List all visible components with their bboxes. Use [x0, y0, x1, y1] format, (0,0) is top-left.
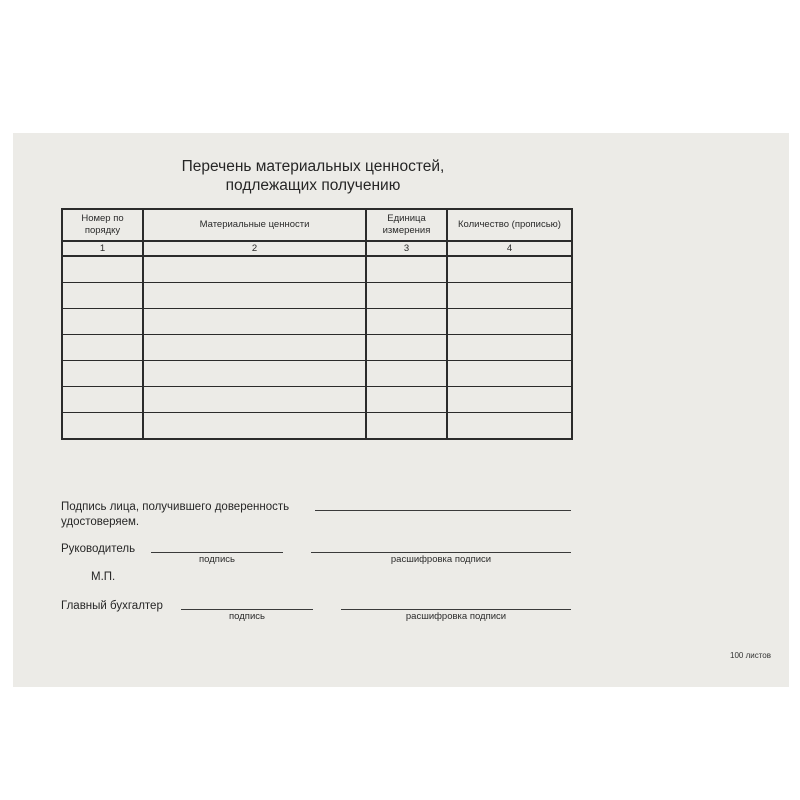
column-number-1: 1	[62, 241, 143, 256]
table-cell[interactable]	[366, 256, 447, 283]
table-cell[interactable]	[143, 256, 366, 283]
table-cell[interactable]	[62, 309, 143, 335]
accountant-signature-caption: подпись	[229, 611, 265, 622]
accountant-decoding-field[interactable]	[341, 609, 571, 610]
table-cell[interactable]	[143, 335, 366, 361]
director-signature-caption: подпись	[199, 554, 235, 565]
table-cell[interactable]	[447, 256, 572, 283]
table-cell[interactable]	[447, 309, 572, 335]
table-cell[interactable]	[143, 283, 366, 309]
table-cell[interactable]	[366, 283, 447, 309]
recipient-signature-field[interactable]	[315, 510, 571, 511]
stamp-label: М.П.	[91, 571, 116, 583]
column-number-row	[62, 241, 572, 256]
table-cell[interactable]	[143, 309, 366, 335]
form-sheet	[13, 133, 789, 687]
recipient-signature-label	[61, 500, 289, 530]
sheet-count: 100 листов	[730, 651, 771, 660]
table-row	[62, 335, 572, 361]
table-cell[interactable]	[366, 309, 447, 335]
table-cell[interactable]	[143, 387, 366, 413]
director-label: Руководитель	[61, 543, 136, 555]
table-row	[62, 309, 572, 335]
table-cell[interactable]	[143, 413, 366, 440]
form-title-line-2: подлежащих получению	[225, 177, 401, 194]
table-header-row	[62, 209, 572, 241]
table-cell[interactable]	[366, 361, 447, 387]
table-cell[interactable]	[447, 413, 572, 440]
table-cell[interactable]	[62, 283, 143, 309]
table-cell[interactable]	[62, 413, 143, 440]
table-cell[interactable]	[447, 335, 572, 361]
form-title-line-1: Перечень материальных ценностей,	[181, 158, 445, 175]
table-row	[62, 387, 572, 413]
table-cell[interactable]	[447, 283, 572, 309]
column-number-2: 2	[143, 241, 366, 256]
director-signature-field[interactable]	[151, 552, 283, 553]
director-decoding-caption: расшифровка подписи	[390, 554, 492, 565]
column-number-3: 3	[366, 241, 447, 256]
table-cell[interactable]	[62, 256, 143, 283]
accountant-label: Главный бухгалтер	[61, 600, 163, 612]
header-material-values: Материальные ценности	[143, 209, 366, 241]
table-row	[62, 413, 572, 440]
table-cell[interactable]	[366, 387, 447, 413]
header-number: Номер по порядку	[62, 209, 143, 241]
recipient-signature-line-1: Подпись лица, получившего доверенность	[61, 501, 290, 513]
table-cell[interactable]	[143, 361, 366, 387]
table-row	[62, 361, 572, 387]
header-unit: Единица измерения	[366, 209, 447, 241]
table-cell[interactable]	[366, 335, 447, 361]
table-cell[interactable]	[447, 387, 572, 413]
director-decoding-field[interactable]	[311, 552, 571, 553]
accountant-decoding-caption: расшифровка подписи	[405, 611, 507, 622]
table-cell[interactable]	[447, 361, 572, 387]
empty-rows	[62, 256, 572, 439]
accountant-signature-field[interactable]	[181, 609, 313, 610]
header-quantity: Количество (прописью)	[447, 209, 572, 241]
table-cell[interactable]	[366, 413, 447, 440]
table-row	[62, 256, 572, 283]
form-title	[133, 157, 493, 195]
column-number-4: 4	[447, 241, 572, 256]
table-cell[interactable]	[62, 361, 143, 387]
table-cell[interactable]	[62, 387, 143, 413]
table-cell[interactable]	[62, 335, 143, 361]
table-row	[62, 283, 572, 309]
recipient-signature-line-2: удостоверяем.	[61, 516, 140, 528]
material-values-table	[61, 208, 573, 440]
